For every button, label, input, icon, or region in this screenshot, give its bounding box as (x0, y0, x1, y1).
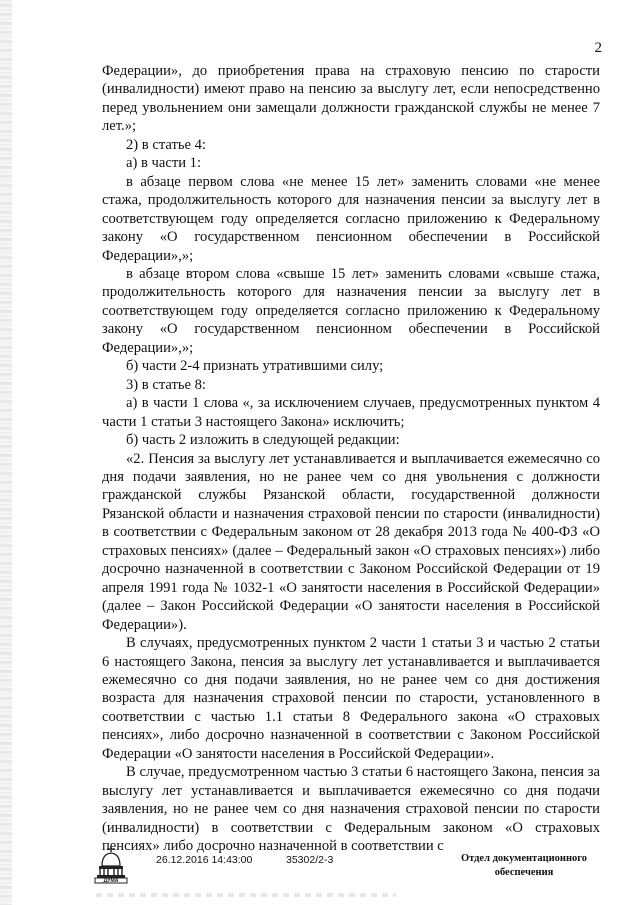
scan-edge-artifact (0, 0, 12, 905)
duma-logo-icon (94, 844, 128, 884)
paragraph: Федерации», до приобретения права на страховую пенсию по старости (инвалидности) имеют право на пенсию за выслугу лет, если непосредственно перед увольнением они замещали должности гражданской службы не менее 7 лет.»; (102, 63, 600, 135)
paragraph: В случае, предусмотренном частью 3 статьи 6 настоящего Закона, пенсия за выслугу лет устанавливается и выплачивается ежемесячно со дня подачи заявления, но не ранее чем со дня назначения страховой пенсии по старости (инвалидности) в соответствии с Федеральным законом «О страховых пенсиях» либо досрочно назначенной в соответствии с (102, 764, 600, 855)
paragraph: В случаях, предусмотренных пунктом 2 части 1 статьи 3 и частью 2 статьи 6 настоящего Закона, пенсия за выслугу лет устанавливается и выплачивается ежемесячно со дня подачи заявления, но не ранее чем со дня достижения возраста для назначения страховой пенсии по старости, установленного в соответствии с частью 1.1 статьи 8 Федерального закона «О страховых пенсиях», либо досрочно назначенной в соответствии с Законом Российской Федерации «О занятости населения в Российской Федерации». (102, 635, 600, 762)
scan-bottom-artifact (96, 893, 396, 897)
paragraph: 3) в статье 8: (126, 376, 206, 393)
page-number: 2 (594, 40, 602, 56)
paragraph: в абзаце втором слова «свыше 15 лет» заменить словами «свыше стажа, продолжительность которого для назначения пенсии за выслугу лет в соответствующем году определяется согласно приложению к Федеральному закону «О государственном пенсионном обеспечении в Российской Федерации»,»; (102, 265, 600, 356)
paragraph: 2) в статье 4: (126, 136, 206, 153)
paragraph: а) в части 1: (126, 155, 202, 172)
paragraph: б) части 2-4 признать утратившими силу; (126, 358, 384, 375)
page-footer (0, 842, 640, 892)
paragraph: в абзаце первом слова «не менее 15 лет» заменить словами «не менее стажа, продолжительность которого для назначения пенсии за выслугу лет в соответствующем году определяется согласно приложению к Федеральному закону «О государственном пенсионном обеспечении в Российской Федерации»,»; (102, 173, 600, 264)
footer-department (444, 852, 604, 880)
paragraph: «2. Пенсия за выслугу лет устанавливается и выплачивается ежемесячно со дня подачи заявления, но не ранее чем со дня увольнения с должности гражданской службы Рязанской области, государственной должности Рязанской области и назначения страховой пенсии по старости (инвалидности) в соответствии с Федеральным законом от 28 декабря 2013 года № 400-ФЗ «О страховых пенсиях» (далее – Федеральный закон «О страховых пенсиях») либо досрочно назначенной в соответствии с Законом Российской Федерации от 19 апреля 1991 года № 1032-1 «О занятости населения в Российской Федерации» (далее – Закон Российской Федерации «О занятости населения в Российской Федерации»). (102, 450, 600, 633)
duma-logo-text: ДУМА (103, 878, 119, 884)
paragraph: а) в части 1 слова «, за исключением случаев, предусмотренных пунктом 4 части 1 статьи 3 настоящего Закона» исключить; (102, 395, 600, 430)
document-body (102, 62, 600, 855)
footer-department-line: Отдел документационного (460, 853, 588, 864)
footer-doc-code: 35302/2-3 (286, 854, 334, 866)
footer-timestamp: 26.12.2016 14:43:00 (156, 854, 253, 866)
footer-department-line: обеспечения (494, 867, 554, 878)
paragraph: б) часть 2 изложить в следующей редакции: (126, 432, 400, 449)
